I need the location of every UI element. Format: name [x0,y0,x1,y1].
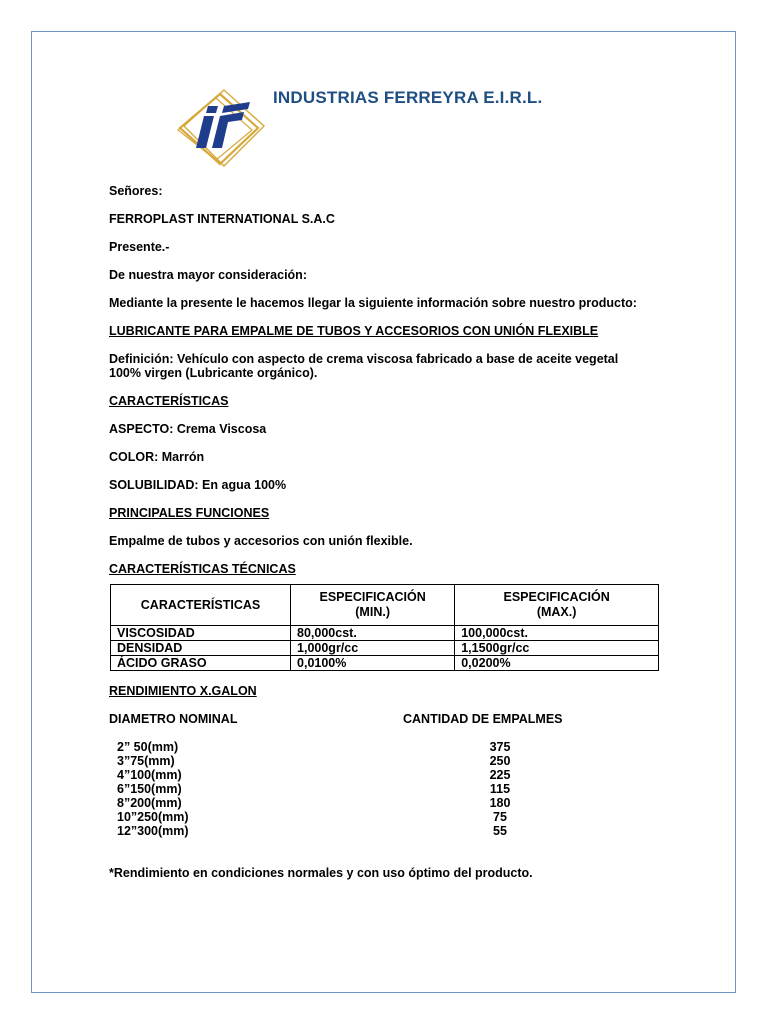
footnote: *Rendimiento en condiciones normales y con uso óptimo del producto. [109,866,533,880]
product-heading: LUBRICANTE PARA EMPALME DE TUBOS Y ACCESORIOS CON UNIÓN FLEXIBLE [109,324,599,338]
list-item-diametro: 3”75(mm) [117,754,175,768]
intro-text: Mediante la presente le hacemos llegar la siguiente información sobre nuestro producto: [109,296,637,310]
company-logo [170,86,266,172]
cell-max: 100,000cst. [455,626,659,641]
cantidad-list [470,740,530,838]
presente: Presente.- [109,240,170,254]
list-item-diametro: 2” 50(mm) [117,740,179,754]
cantidad-header: CANTIDAD DE EMPALMES [403,712,563,726]
solubilidad: SOLUBILIDAD: En agua 100% [109,478,287,492]
table-row [111,626,659,641]
diametro-list [117,740,189,838]
list-item-cantidad: 180 [489,796,511,810]
company-name: INDUSTRIAS FERREYRA E.I.R.L. [273,88,543,107]
header-spec-min-label: ESPECIFICACIÓN [319,590,426,604]
color: COLOR: Marrón [109,450,205,464]
table-row [111,656,659,671]
cell-min: 1,000gr/cc [291,641,455,656]
list-item-diametro: 12”300(mm) [117,824,189,838]
rendimiento-heading: RENDIMIENTO X.GALON [109,684,257,698]
cell-max: 0,0200% [455,656,659,671]
tecnicas-heading: CARACTERÍSTICAS TÉCNICAS [109,562,296,576]
list-item-diametro: 4”100(mm) [117,768,182,782]
table-header-row [111,585,659,626]
technical-table [110,584,659,671]
list-item-diametro: 8”200(mm) [117,796,182,810]
list-item-cantidad: 55 [493,824,507,838]
cell-property: VISCOSIDAD [111,626,291,641]
aspecto: ASPECTO: Crema Viscosa [109,422,267,436]
consideracion: De nuestra mayor consideración: [109,268,307,282]
list-item-diametro: 10”250(mm) [117,810,189,824]
header-spec-max-label: ESPECIFICACIÓN [503,590,610,604]
header-max: (MAX.) [536,605,577,619]
header-spec-max [455,585,659,626]
cell-property: DENSIDAD [111,641,291,656]
cell-min: 80,000cst. [291,626,455,641]
list-item-cantidad: 115 [489,782,511,796]
list-item-diametro: 6”150(mm) [117,782,182,796]
list-item-cantidad: 250 [489,754,511,768]
funciones-text: Empalme de tubos y accesorios con unión flexible. [109,534,413,548]
table-row [111,641,659,656]
header-caracteristicas: CARACTERÍSTICAS [111,585,291,626]
salutation: Señores: [109,184,163,198]
definition-line-2: 100% virgen (Lubricante orgánico). [109,366,318,380]
header-spec-min [291,585,455,626]
list-item-cantidad: 375 [489,740,511,754]
definition-line-1: Definición: Vehículo con aspecto de crema viscosa fabricado a base de aceite vegetal [109,352,619,366]
cell-property: ÁCIDO GRASO [111,656,291,671]
cell-min: 0,0100% [291,656,455,671]
cell-max: 1,1500gr/cc [455,641,659,656]
funciones-heading: PRINCIPALES FUNCIONES [109,506,270,520]
caracteristicas-heading: CARACTERÍSTICAS [109,394,229,408]
diametro-header: DIAMETRO NOMINAL [109,712,238,726]
list-item-cantidad: 75 [493,810,507,824]
list-item-cantidad: 225 [489,768,511,782]
recipient: FERROPLAST INTERNATIONAL S.A.C [109,212,335,226]
header-min: (MIN.) [355,605,390,619]
